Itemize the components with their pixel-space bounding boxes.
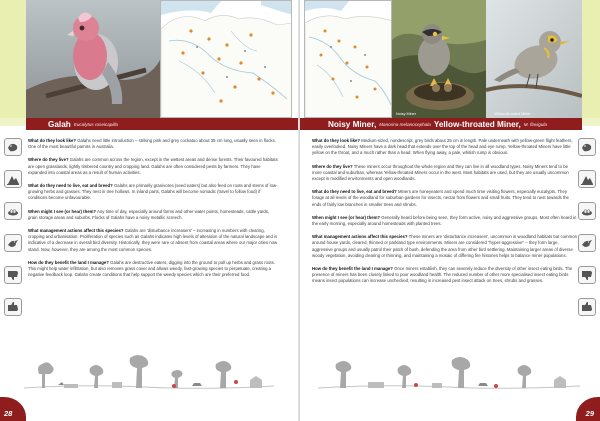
species-latin-name: Eucalytus roseicapilla	[73, 121, 118, 127]
species-title-bar	[300, 118, 582, 130]
thumb-up-icon	[4, 298, 22, 316]
species-text	[312, 138, 578, 292]
green-band	[0, 0, 26, 118]
bird-icon	[578, 234, 596, 252]
qa-management	[28, 228, 278, 253]
question: What do they need to live, eat and breed?	[312, 189, 397, 195]
species-title-bar	[26, 118, 300, 130]
icon-column	[578, 138, 598, 330]
qa-benefit	[28, 260, 278, 279]
green-fade	[0, 118, 26, 126]
question: Where do they live?	[28, 157, 69, 163]
page-number: 28	[4, 409, 13, 418]
thumb-up-icon	[578, 298, 596, 316]
galah-photo	[26, 0, 160, 118]
qa-needs	[312, 189, 578, 208]
habitat-icon	[578, 170, 596, 188]
question: When might I see (or hear) them?	[28, 208, 97, 214]
question: Where do they live?	[312, 163, 353, 169]
answer: Miners are honeyeaters and spend much time visiting flowers, especially eucalypts. They forage at all levels of the woodland for suburban gardens for insects, nectar from flowers and small fruits. They tend to nest towards the ends of fairly low branches in smaller trees and shrubs.	[312, 189, 569, 207]
question: What management actions affect this species?	[312, 234, 408, 240]
question: How do they benefit the land I manage?	[28, 259, 109, 265]
answer: These miners are 'disturbance increasers', uncommon in woodland habitats but common around house yards, cleared, thinned or parkland type environments. Miners are considered "hyper-aggressive" – they form large, aggressive groups and usually patrol their patch of bush, defending the area from other bird settlering. Maintaining larger areas of diverse woody vegetation, avoiding clearing or thinning, and maintaining a mosaic of differing fire histories helps to balance miner populations.	[312, 234, 577, 258]
thumb-down-icon	[578, 266, 596, 284]
habitat-icon	[4, 170, 22, 188]
question: How do they benefit the land I manage?	[312, 266, 393, 272]
answer: Galahs are primarily granivores (seed eaters) but also feed on roots and stems of low-growing herbs and grasses. They nest in tree hollows. In inland parts, Galahs will become nomadic (travel to follow food) if conditions become unfavourable.	[28, 183, 278, 201]
answer: Generally heard before being seen, they form active, noisy and aggressive groups. Most often heard in the early morning, especially around homesteads with planted trees.	[312, 214, 577, 227]
species-common-name: Galah	[48, 119, 71, 129]
qa-live	[312, 164, 578, 183]
qa-benefit	[312, 266, 578, 285]
qa-look	[28, 138, 278, 150]
qa-live	[28, 157, 278, 176]
photo-caption: Yellow-throated Miner	[494, 112, 531, 116]
green-fade	[582, 118, 600, 126]
answer: Galahs need little introduction – striking pink and grey cockatoo about 35 cm long, usually seen in flocks. One of the most beautiful parrots in Australia.	[28, 138, 276, 150]
green-band	[582, 0, 600, 118]
species-text	[28, 138, 278, 285]
species-latin-name: Manorina melanocephala	[379, 121, 431, 127]
answer: Galahs are 'disturbance increasers' – increasing in numbers with clearing, cropping and urbanisation. Proliferation of species such as Galahs indicates high levels of alteration of the natural landscape and is indicative of a decrease in overall bird diversity. Historically, they were rare or absent from coastal areas where our major cities now stand. Now, however, they are among the most common species.	[28, 228, 278, 252]
question: What do they look like?	[28, 138, 76, 143]
yellow-throated-miner-photo	[486, 0, 582, 118]
question: What management actions affect this species?	[28, 228, 124, 234]
answer: Once miners establish, they can severely reduce the diversity of other insect eating birds. The presence of miners has been closely linked to poor woodland health. The reduced number of other more specialised insect eating birds means insect populations can increase unchecked, resulting in increased pest insect attack on trees, shrubs and grasses.	[312, 266, 573, 284]
photo-caption: Noisy Miner	[396, 112, 417, 116]
qa-see	[312, 215, 578, 227]
question: What do they need to live, eat and breed?	[28, 183, 113, 189]
qa-look	[312, 138, 578, 157]
species-common-name: Noisy Miner,	[328, 119, 377, 129]
right-page	[300, 0, 600, 421]
footer-landscape	[24, 352, 274, 396]
food-icon	[4, 138, 22, 156]
thumb-down-icon	[4, 266, 22, 284]
footer-landscape	[318, 352, 580, 396]
qa-see	[28, 209, 278, 221]
nest-icon	[4, 202, 22, 220]
answer: Galahs are common across the region, except in the wettest areas and dense forests. Their favoured habitats are open grasslands, lightly timbered country and cropping land. Galahs are often considered pests by farmers. They have expanded into coastal areas as a result of human activities.	[28, 157, 278, 175]
species-common-name: Yellow-throated Miner,	[433, 119, 521, 129]
bird-icon	[4, 234, 22, 252]
nest-icon	[578, 202, 596, 220]
distribution-map	[160, 0, 292, 118]
qa-needs	[28, 183, 278, 202]
answer: Medium-sized, nondescript, grey birds about 25 cm in length. Pale underneath with yellow-green flight feathers, easily overlooked. Noisy Miners have a dark head that extends over the top of the head and eye rump. Yellow-throated Miners have little yellow on the throat, and a much rather than a head. When flying away, a pale, whitish rump is obvious.	[312, 138, 573, 156]
qa-management	[312, 234, 578, 259]
distribution-map	[304, 0, 392, 118]
food-icon	[578, 138, 596, 156]
question: What do they look like?	[312, 138, 360, 143]
question: When might I see (or hear) them?	[312, 214, 381, 220]
noisy-miner-photo	[392, 0, 486, 118]
answer: Any time of day, especially around farms and other water points, homesteads, cattle yards, grain storage areas and suburbs. Flocks of Galahs have a noisy metallic screech.	[28, 208, 270, 220]
answer: Galahs are destructive eaters, digging into the ground to pull up herbs and grass roots. This might help water infiltration, but also removes grass cover and allows weedy, fast-growing species to perpetuate, creating a negative feedback loop. Galahs create conditions that help support the weedy species which are their preferred food.	[28, 259, 275, 278]
species-latin-name: M. flavigula	[523, 121, 547, 127]
page-number: 29	[585, 409, 594, 418]
icon-column	[4, 138, 24, 330]
answer: These miners occur throughout the whole region and they can live in all woodland types. Noisy Miners tend to be more coastal and suburban, whereas Yellow-throated Miners occur in the west. Most habitats are used, but they are usually uncommon except in modified environments and open woodlands.	[312, 163, 569, 182]
